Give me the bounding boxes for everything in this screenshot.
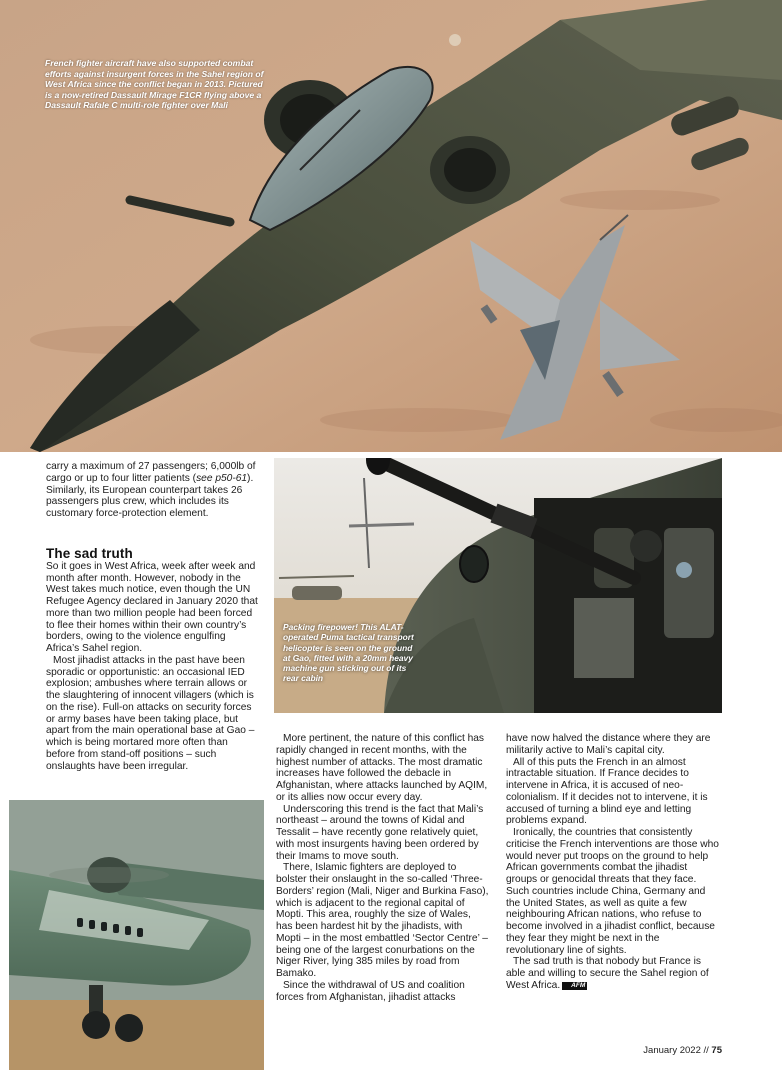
- puma-helicopter-photo: [274, 458, 722, 713]
- final-paragraph-text: The sad truth is that nobody but France is able and willing to secure the Sahel region of West Africa.: [506, 956, 709, 991]
- column-1-intro: [46, 461, 258, 520]
- page-footer: [643, 1045, 722, 1056]
- paragraph: All of this puts the French in an almost intractable situation. If France decides to intervene in Africa, it is accused of neo-colonialism. If it decides not to intervene, it is accused of turning a blind eye and letting problems expand.: [506, 756, 708, 827]
- transport-aircraft-illustration: [9, 800, 264, 1070]
- page-number: 75: [711, 1045, 722, 1056]
- hero-photo: [0, 0, 782, 452]
- paragraph: So it goes in West Africa, week after week and month after month. However, nobody in the West takes much notice, even though the UN Refugee Agency declared in January 2020 that more than two million people had been forced to flee their homes within their own country’s borders, owing to the violence engulfing Africa’s Sahel region.: [46, 560, 258, 654]
- paragraph: Most jihadist attacks in the past have been sporadic or opportunistic: an occasional IED explosion; ambushes where terrain allows or the slaughtering of innocent villagers (which is on the rise). Full-on attacks on security forces or army bases have been taking place, but apart from the main operational base at Gao – which is being mortared more often than before from stand-off positions – such onslaughts have been irregular.: [46, 654, 255, 772]
- column-3: [506, 733, 720, 992]
- section-heading: The sad truth: [46, 546, 133, 561]
- column-2: [276, 733, 489, 1003]
- column-1-section: [46, 548, 258, 772]
- intro-text-b: ). Similarly, its European counterpart takes 26 passengers plus crew, which includes its customary force-protection element.: [46, 472, 254, 519]
- issue-date: January 2022: [643, 1045, 701, 1056]
- end-of-article-mark-icon: AFM: [562, 982, 587, 990]
- intro-text-a: carry a maximum of 27 passengers; 6,000lb of cargo or up to four litter patients (: [46, 461, 256, 484]
- paragraph: More pertinent, the nature of this conflict has rapidly changed in recent months, with the highest number of attacks. The most dramatic increases have followed the debacle in Afghanistan, where attacks launched by AQIM, or its allies now occur every day.: [276, 733, 488, 803]
- footer-separator: //: [703, 1045, 709, 1056]
- paragraph: Ironically, the countries that consistently criticise the French interventions are those who would never put troops on the ground to help African governments combat the jihadist groups or genocidal threats that they face. Such countries include China, Germany and the United States, as well as quite a few neighbouring African nations, who refuse to become involved in a jihadist conflict, because they fear they might be next in the revolutionary line of sights.: [506, 827, 719, 956]
- paragraph: Underscoring this trend is the fact that Mali’s northeast – around the towns of Kidal and Tessalit – have recently gone relatively quiet, with most insurgents having been ordered by their Imams to move south.: [276, 803, 484, 862]
- paragraph-final: [506, 956, 720, 991]
- helicopter-photo-caption: Packing firepower! This ALAT-operated Puma tactical transport helicopter is seen on the ground at Gao, fitted with a 20mm heavy machine gun sticking out of its rear cabin: [283, 622, 414, 684]
- hero-photo-caption: French fighter aircraft have also supported combat efforts against insurgent forces in the Sahel region of West Africa since the conflict began in 2013. Pictured is a now-retired Dassault Mirage F1CR flying above a Dassault Rafale C multi-role fighter over Mali: [45, 58, 264, 111]
- page-reference: see p50-61: [196, 472, 248, 484]
- paragraph: There, Islamic fighters are deployed to bolster their onslaught in the so-called ‘Three-Borders’ region (Mali, Niger and Burkina Faso), which is adjacent to the regional capital of Mopti. This area, roughly the size of Wales, has been hardest hit by the jihadists, with Mopti – in the most embattled ‘Sector Centre’ – being one of the largest conurbations on the Niger River, lying 385 miles by road from Bamako.: [276, 862, 489, 979]
- paragraph: Since the withdrawal of US and coalition forces from Afghanistan, jihadist attacks: [276, 979, 465, 1003]
- paragraph: have now halved the distance where they are militarily active to Mali’s capital city.: [506, 733, 711, 756]
- transport-aircraft-photo: [9, 800, 264, 1070]
